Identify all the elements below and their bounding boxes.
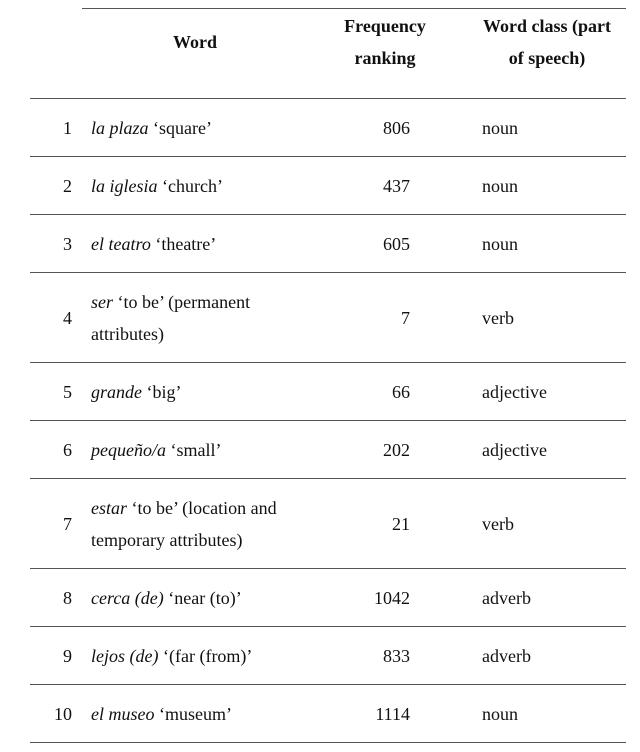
- english-gloss: ‘theatre’: [150, 234, 217, 254]
- header-frequency: [330, 10, 440, 74]
- word-cell: [91, 157, 311, 215]
- row-number: 9: [63, 645, 72, 666]
- header-divider: [30, 98, 626, 99]
- word-line: [91, 286, 250, 318]
- row-number: 7: [63, 513, 72, 534]
- frequency-ranking: 1114: [375, 703, 410, 724]
- table-row: [30, 157, 626, 215]
- english-gloss: ‘church’: [157, 176, 223, 196]
- spanish-term: estar: [91, 498, 127, 518]
- word-class: noun: [482, 175, 518, 196]
- word-class: adverb: [482, 645, 531, 666]
- word-class: adjective: [482, 381, 547, 402]
- word-class: noun: [482, 233, 518, 254]
- table-row: [30, 215, 626, 273]
- table-row: [30, 421, 626, 479]
- frequency-ranking: 1042: [374, 587, 410, 608]
- table-row: [30, 273, 626, 363]
- english-gloss: ‘to be’ (location and: [127, 498, 277, 518]
- word-cell: [91, 685, 311, 743]
- row-number: 8: [63, 587, 72, 608]
- word-class: noun: [482, 703, 518, 724]
- word-class: adjective: [482, 439, 547, 460]
- row-divider: [30, 742, 626, 743]
- frequency-ranking: 202: [383, 439, 410, 460]
- word-line: [91, 434, 221, 466]
- word-line: [91, 492, 277, 524]
- word-class: noun: [482, 117, 518, 138]
- frequency-ranking: 806: [383, 117, 410, 138]
- header-word-line: Word: [172, 32, 217, 52]
- header-frequency-line-1: Frequency: [344, 16, 426, 36]
- word-class: verb: [482, 307, 514, 328]
- header-frequency-line-2: ranking: [354, 48, 416, 68]
- spanish-term: la plaza: [91, 118, 149, 138]
- row-number: 5: [63, 381, 72, 402]
- spanish-term: lejos (de): [91, 646, 159, 666]
- english-gloss: temporary attributes): [91, 530, 243, 550]
- word-cell: [91, 627, 311, 685]
- spanish-term: cerca (de): [91, 588, 164, 608]
- word-cell: [91, 273, 311, 363]
- english-gloss: ‘big’: [142, 382, 182, 402]
- table-row: [30, 627, 626, 685]
- english-gloss: ‘near (to)’: [163, 588, 242, 608]
- table-row: [30, 685, 626, 743]
- word-line: [91, 228, 216, 260]
- frequency-ranking: 21: [392, 513, 410, 534]
- english-gloss: ‘museum’: [154, 704, 232, 724]
- word-line: [91, 524, 277, 556]
- frequency-ranking: 66: [392, 381, 410, 402]
- word-class: adverb: [482, 587, 531, 608]
- row-number: 10: [54, 703, 72, 724]
- english-gloss: ‘to be’ (permanent: [113, 292, 251, 312]
- frequency-ranking: 833: [383, 645, 410, 666]
- spanish-term: grande: [91, 382, 142, 402]
- word-cell: [91, 479, 311, 569]
- row-number: 3: [63, 233, 72, 254]
- frequency-ranking: 7: [401, 307, 410, 328]
- word-line: [91, 112, 212, 144]
- spanish-term: la iglesia: [91, 176, 158, 196]
- word-class: verb: [482, 513, 514, 534]
- english-gloss: ‘small’: [165, 440, 222, 460]
- spanish-term: pequeño/a: [91, 440, 166, 460]
- word-line: [91, 170, 223, 202]
- header-word: [120, 26, 270, 58]
- english-gloss: ‘(far (from)’: [158, 646, 253, 666]
- row-number: 4: [63, 307, 72, 328]
- word-line: [91, 582, 242, 614]
- row-number: 1: [63, 117, 72, 138]
- header-word-class: [462, 10, 632, 74]
- english-gloss: ‘square’: [148, 118, 212, 138]
- header-word-class-line-1: Word class (part: [483, 16, 611, 36]
- word-line: [91, 318, 250, 350]
- table-row: [30, 99, 626, 157]
- word-line: [91, 376, 182, 408]
- word-line: [91, 698, 232, 730]
- table-row: [30, 363, 626, 421]
- table-row: [30, 479, 626, 569]
- header-word-class-line-2: of speech): [508, 48, 586, 68]
- spanish-term: el teatro: [91, 234, 151, 254]
- word-cell: [91, 421, 311, 479]
- english-gloss: attributes): [91, 324, 164, 344]
- row-number: 6: [63, 439, 72, 460]
- frequency-ranking: 605: [383, 233, 410, 254]
- word-cell: [91, 215, 311, 273]
- table-top-rule: [82, 8, 626, 9]
- row-number: 2: [63, 175, 72, 196]
- spanish-term: el museo: [91, 704, 155, 724]
- table-row: [30, 569, 626, 627]
- frequency-ranking: 437: [383, 175, 410, 196]
- word-line: [91, 640, 252, 672]
- word-cell: [91, 569, 311, 627]
- word-cell: [91, 99, 311, 157]
- word-cell: [91, 363, 311, 421]
- spanish-term: ser: [91, 292, 113, 312]
